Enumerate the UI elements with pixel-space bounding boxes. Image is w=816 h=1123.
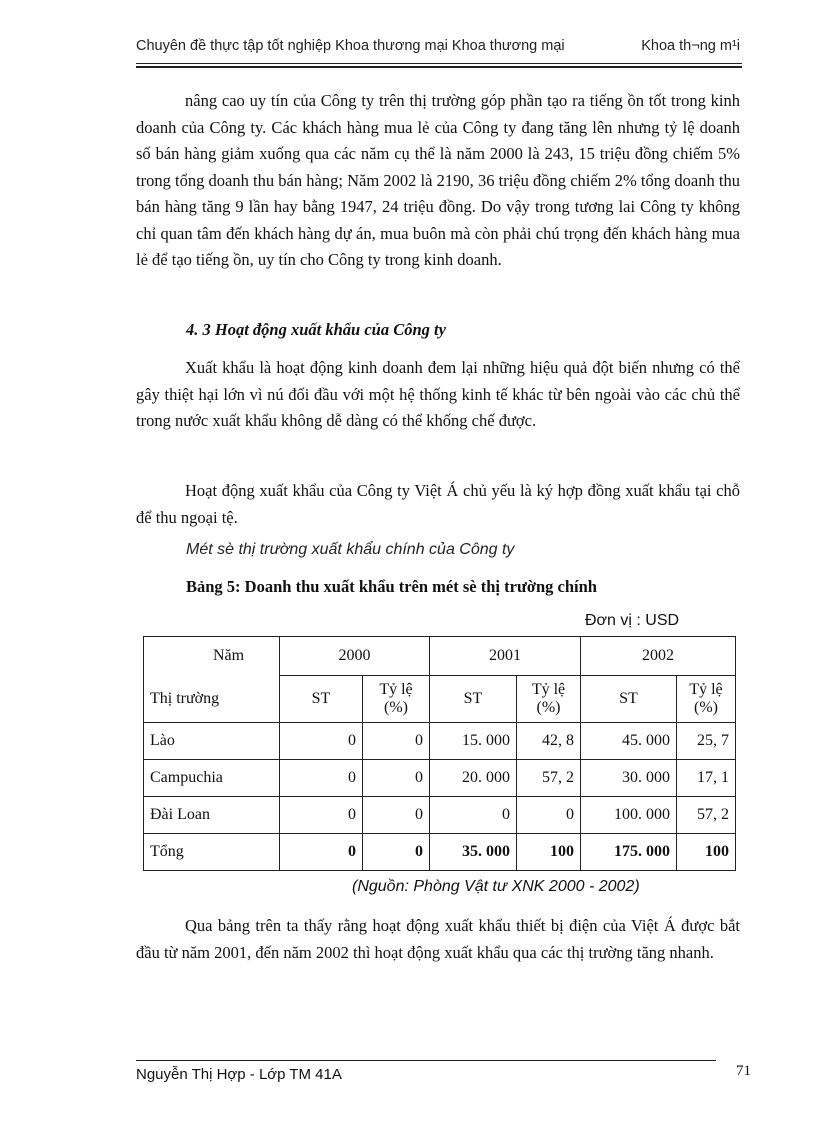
table-caption-italic: Mét sè thị trường xuất khẩu chính của Công ty	[186, 541, 515, 558]
header-faculty: Khoa th¬ng m¹i	[641, 38, 740, 54]
market-header: Thị trường	[144, 676, 280, 723]
market-cell: Lào	[144, 722, 280, 759]
paragraph-conclusion: Qua bảng trên ta thấy rằng hoạt động xuất khẩu thiết bị điện của Việt Á được bắt đầu từ năm 2001, đến năm 2002 thì hoạt động xuất khẩu qua các thị trường tăng nhanh.	[136, 916, 740, 962]
st-header: ST	[280, 676, 363, 723]
total-label: Tổng	[144, 833, 280, 870]
header-rule-thin	[136, 63, 742, 64]
total-cell: 35. 000	[430, 833, 517, 870]
value-cell: 25, 7	[677, 722, 736, 759]
value-cell: 0	[280, 759, 363, 796]
market-cell: Campuchia	[144, 759, 280, 796]
table-caption: Bảng 5: Doanh thu xuất khẩu trên mét sè thị trường chính	[186, 577, 597, 596]
st-header: ST	[581, 676, 677, 723]
value-cell: 0	[280, 722, 363, 759]
ratio-header: Tỷ lệ (%)	[517, 676, 581, 723]
total-cell: 0	[280, 833, 363, 870]
value-cell: 30. 000	[581, 759, 677, 796]
table-header-row-years	[144, 637, 736, 676]
table-source: (Nguồn: Phòng Vật tư XNK 2000 - 2002)	[352, 878, 640, 895]
table-header-row-subcols	[144, 676, 736, 723]
page-header	[136, 38, 742, 60]
year-header: Năm	[144, 637, 280, 676]
year-2000: 2000	[280, 637, 430, 676]
value-cell: 20. 000	[430, 759, 517, 796]
total-cell: 0	[363, 833, 430, 870]
value-cell: 0	[363, 722, 430, 759]
value-cell: 0	[430, 796, 517, 833]
header-rule-thick	[136, 66, 742, 68]
paragraph-customers: nâng cao uy tín của Công ty trên thị trường góp phần tạo ra tiếng ồn tốt trong kinh doanh của Công ty. Các khách hàng mua lẻ của Công ty đang tăng lên nhưng tỷ lệ doanh số bán hàng giảm xuống qua các năm cụ thể là năm 2000 là 243, 15 triệu đồng chiếm 5% trong tổng doanh thu bán hàng; Năm 2002 là 2190, 36 triệu đồng chiếm 2% tổng doanh thu bán hàng tăng 9 lần hay bằng 1947, 24 triệu đồng. Do vậy trong tương lai Công ty không chỉ quan tâm đến khách hàng dự án, mua buôn mà còn phải chú trọng đến khách hàng mua lẻ để tạo tiếng ồn, uy tín cho Công ty trong kinh doanh.	[136, 91, 740, 269]
header-title: Chuyên đề thực tập tốt nghiệp Khoa thương mại Khoa thương mại	[136, 38, 565, 54]
table-row	[144, 722, 736, 759]
value-cell: 45. 000	[581, 722, 677, 759]
export-revenue-table	[143, 636, 736, 871]
value-cell: 15. 000	[430, 722, 517, 759]
table-total-row	[144, 833, 736, 870]
year-2002: 2002	[581, 637, 736, 676]
ratio-header: Tỷ lệ (%)	[363, 676, 430, 723]
table-row	[144, 796, 736, 833]
value-cell: 0	[280, 796, 363, 833]
total-cell: 100	[677, 833, 736, 870]
table-row	[144, 759, 736, 796]
value-cell: 0	[363, 759, 430, 796]
value-cell: 100. 000	[581, 796, 677, 833]
value-cell: 57, 2	[677, 796, 736, 833]
total-cell: 100	[517, 833, 581, 870]
value-cell: 0	[363, 796, 430, 833]
year-2001: 2001	[430, 637, 581, 676]
section-heading: 4. 3 Hoạt động xuất khẩu của Công ty	[186, 320, 446, 339]
paragraph-export-activity: Hoạt động xuất khẩu của Công ty Việt Á chủ yếu là ký hợp đồng xuất khẩu tại chỗ để thu ngoại tệ.	[136, 481, 740, 527]
st-header: ST	[430, 676, 517, 723]
footer-rule	[136, 1060, 716, 1061]
unit-label: Đơn vị : USD	[585, 612, 680, 629]
market-cell: Đài Loan	[144, 796, 280, 833]
total-cell: 175. 000	[581, 833, 677, 870]
value-cell: 17, 1	[677, 759, 736, 796]
value-cell: 0	[517, 796, 581, 833]
value-cell: 42, 8	[517, 722, 581, 759]
paragraph-export-intro: Xuất khẩu là hoạt động kinh doanh đem lại những hiệu quả đột biến nhưng có thể gây thiệt hại lớn vì nú đối đầu với một hệ thống kinh tế khác từ bên ngoài vào các chủ thể trong nước xuất khẩu không dễ dàng có thể khống chế được.	[136, 358, 740, 430]
page-number: 71	[736, 1063, 751, 1079]
value-cell: 57, 2	[517, 759, 581, 796]
ratio-header: Tỷ lệ (%)	[677, 676, 736, 723]
footer-author: Nguyễn Thị Hợp - Lớp TM 41A	[136, 1066, 342, 1083]
